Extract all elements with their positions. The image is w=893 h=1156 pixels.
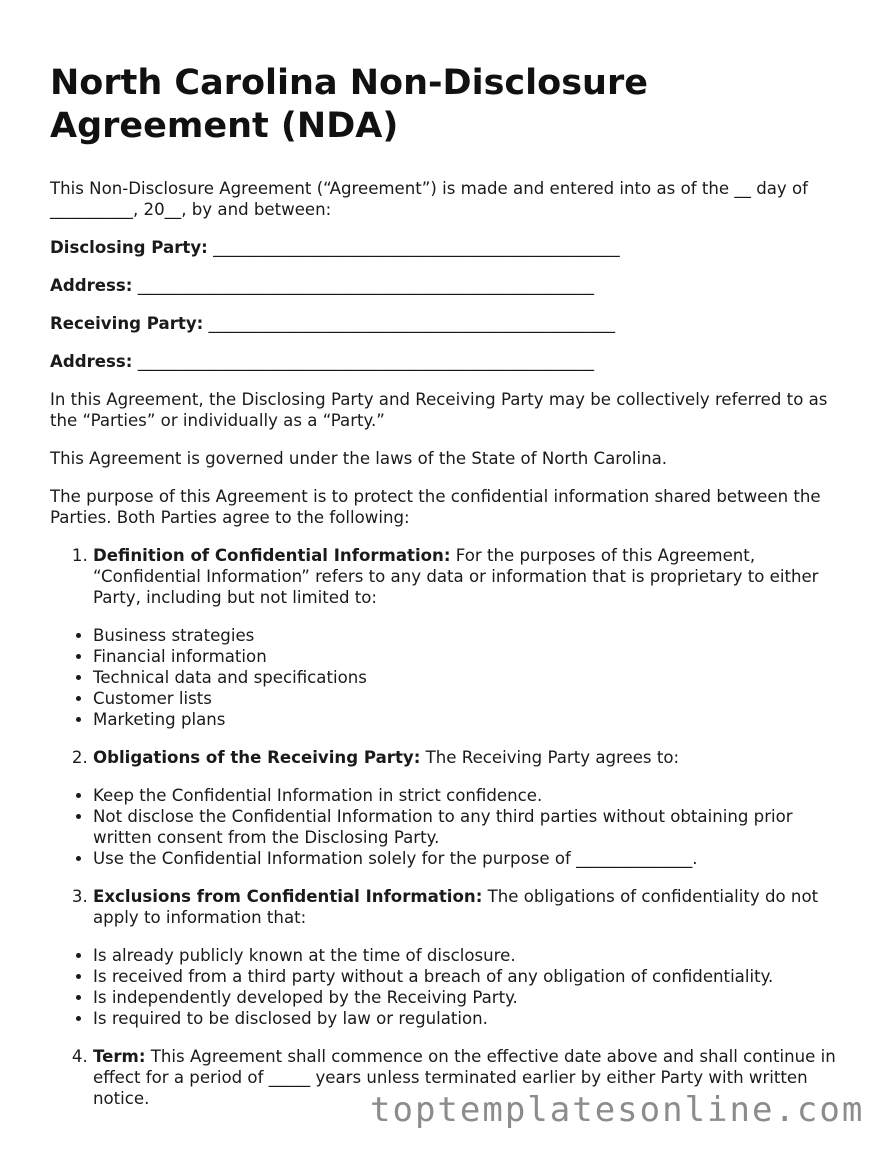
section-heading: Definition of Confidential Information:	[93, 546, 451, 565]
exclusions-bullet-list	[50, 945, 850, 1029]
governing-law-paragraph: This Agreement is governed under the laws of the State of North Carolina.	[50, 449, 668, 468]
list-item: • Is already publicly known at the time of disclosure.	[93, 945, 850, 966]
list-item: • Business strategies	[93, 625, 850, 646]
section-list	[50, 747, 850, 768]
list-item: • Marketing plans	[93, 709, 850, 730]
list-item: • Is required to be disclosed by law or regulation.	[93, 1008, 850, 1029]
section-list	[50, 886, 850, 928]
parties-paragraph: In this Agreement, the Disclosing Party and Receiving Party may be collectively referred to as the “Parties” or individually as a “Party.”	[50, 390, 828, 430]
field-label: Receiving Party:	[50, 314, 204, 333]
list-item: • Customer lists	[93, 688, 850, 709]
section-exclusions	[93, 886, 850, 928]
list-item: • Is received from a third party without a breach of any obligation of confidentiality.	[93, 966, 850, 987]
list-item: • Financial information	[93, 646, 850, 667]
list-item: • Keep the Confidential Information in strict confidence.	[93, 785, 850, 806]
receiving-party-field	[50, 313, 850, 334]
section-text: This Agreement shall commence on the effective date above and shall continue in effect for a period of _____ years unless terminated earlier by either Party with written notice.	[93, 1047, 836, 1108]
section-obligations	[93, 747, 850, 768]
document-title: North Carolina Non-Disclosure Agreement (NDA)	[50, 63, 648, 146]
list-item: • Use the Confidential Information solely for the purpose of ______________.	[93, 848, 850, 869]
list-item: • Not disclose the Confidential Information to any third parties without obtaining prior written consent from the Disclosing Party.	[93, 806, 850, 848]
section-heading: Exclusions from Confidential Information:	[93, 887, 483, 906]
obligations-bullet-list	[50, 785, 850, 869]
intro-paragraph: This Non-Disclosure Agreement (“Agreement”) is made and entered into as of the __ day of __________, 20__, by and between:	[50, 179, 809, 219]
list-item: • Is independently developed by the Receiving Party.	[93, 987, 850, 1008]
receiving-address-field	[50, 351, 850, 372]
field-blank: _______________________________________________________	[137, 276, 595, 295]
field-label: Address:	[50, 276, 133, 295]
section-definition	[93, 545, 850, 608]
section-text: For the purposes of this Agreement, “Confidential Information” refers to any data or information that is proprietary to either Party, including but not limited to:	[93, 546, 819, 607]
field-blank: _______________________________________________________	[137, 352, 595, 371]
section-heading: Term:	[93, 1047, 146, 1066]
field-blank: _________________________________________________	[208, 314, 616, 333]
section-list	[50, 545, 850, 608]
field-blank: _________________________________________________	[213, 238, 620, 257]
section-text: The Receiving Party agrees to:	[425, 748, 680, 767]
disclosing-address-field	[50, 275, 850, 296]
watermark-text: toptemplatesonline.com	[370, 1090, 865, 1130]
list-item: • Technical data and specifications	[93, 667, 850, 688]
section-text: The obligations of confidentiality do not apply to information that:	[93, 887, 819, 927]
purpose-paragraph: The purpose of this Agreement is to protect the confidential information shared between the Parties. Both Parties agree to the following:	[50, 487, 821, 527]
document-page	[50, 62, 850, 1126]
field-label: Address:	[50, 352, 133, 371]
definition-bullet-list	[50, 625, 850, 730]
disclosing-party-field	[50, 237, 850, 258]
section-heading: Obligations of the Receiving Party:	[93, 748, 421, 767]
field-label: Disclosing Party:	[50, 238, 208, 257]
